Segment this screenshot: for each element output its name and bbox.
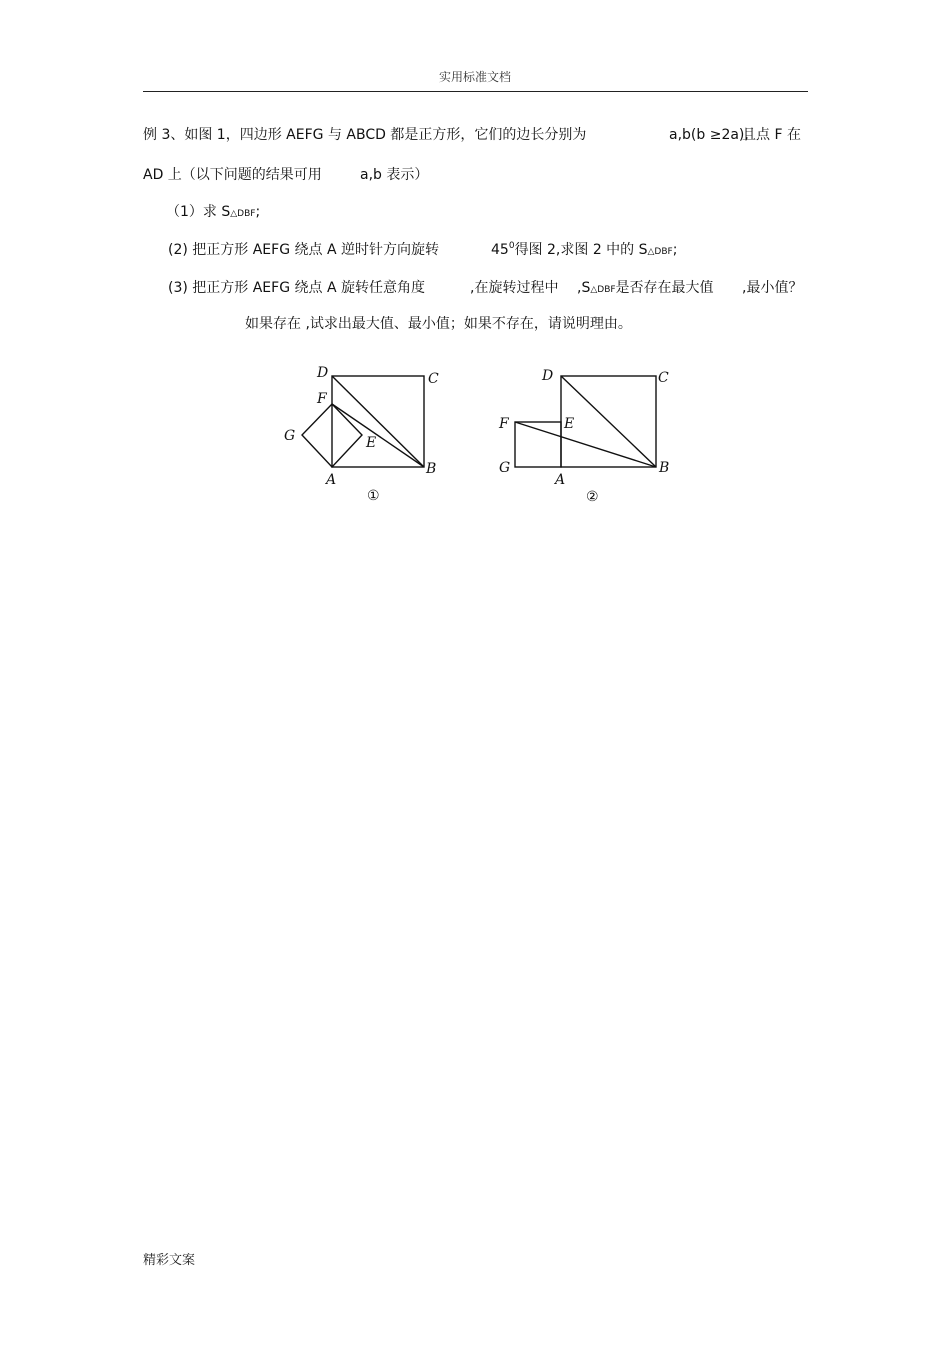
- label-e: E: [564, 416, 575, 432]
- label-c: C: [658, 370, 669, 386]
- label-f: F: [499, 416, 509, 432]
- label-e: E: [366, 435, 377, 451]
- question-2-subscript: △DBF: [647, 247, 673, 257]
- problem-line-1-a: 例 3、如图 1，四边形 AEFG 与 ABCD 都是正方形，它们的边长分别为: [143, 127, 587, 143]
- question-3-b: ,在旋转过程中: [470, 280, 559, 296]
- figure-1: [280, 360, 450, 510]
- question-3-c: [577, 279, 714, 299]
- label-d: D: [542, 368, 554, 384]
- question-2-superscript: 0: [508, 241, 515, 251]
- label-a: A: [555, 472, 566, 488]
- question-3-d: 是否存在最大值: [615, 280, 714, 296]
- problem-line-2-a: AD 上（以下问题的结果可用: [143, 167, 322, 183]
- label-b: B: [659, 460, 670, 476]
- segment-fb: [332, 404, 424, 467]
- header-divider: [143, 91, 808, 92]
- label-b: B: [426, 461, 437, 477]
- question-2-end: ;: [672, 242, 678, 258]
- question-1-text: （1）求 S: [166, 204, 231, 220]
- figure-2-lines: [515, 376, 656, 467]
- question-2-degree: 45: [491, 242, 509, 258]
- page-header: 实用标准文档: [438, 70, 511, 84]
- label-f: F: [317, 391, 327, 407]
- question-3-subscript: △DBF: [590, 285, 616, 295]
- figure-2: [490, 360, 680, 510]
- question-2-a: (2) 把正方形 AEFG 绕点 A 逆时针方向旋转: [168, 242, 439, 258]
- question-1: [166, 203, 260, 223]
- question-2-text: 得图 2,求图 2 中的 S: [514, 242, 648, 258]
- problem-line-2-b: a,b 表示）: [360, 167, 429, 183]
- figure-1-lines: [302, 376, 424, 467]
- figure-1-caption: ①: [367, 488, 380, 504]
- question-2-b: [491, 241, 677, 261]
- label-d: D: [317, 365, 329, 381]
- segment-db: [561, 376, 656, 467]
- segment-db: [332, 376, 424, 467]
- question-1-end: ;: [255, 204, 261, 220]
- question-3-a: (3) 把正方形 AEFG 绕点 A 旋转任意角度: [168, 280, 425, 296]
- label-a: A: [326, 472, 337, 488]
- question-3-e: ,最小值？: [742, 280, 803, 296]
- problem-line-1-b: a,b(b ≥2a),: [669, 127, 749, 143]
- question-1-subscript: △DBF: [230, 209, 256, 219]
- question-3-s: ,S: [577, 280, 591, 296]
- label-c: C: [428, 371, 439, 387]
- label-g: G: [284, 428, 296, 444]
- question-3-f: 如果存在 ,试求出最大值、最小值；如果不存在，请说明理由。: [245, 316, 632, 332]
- label-g: G: [499, 460, 511, 476]
- page-footer: 精彩文案: [143, 1253, 196, 1268]
- problem-line-1-c: 且点 F 在: [742, 127, 801, 143]
- segment-fb: [515, 422, 656, 467]
- figure-2-caption: ②: [586, 489, 599, 505]
